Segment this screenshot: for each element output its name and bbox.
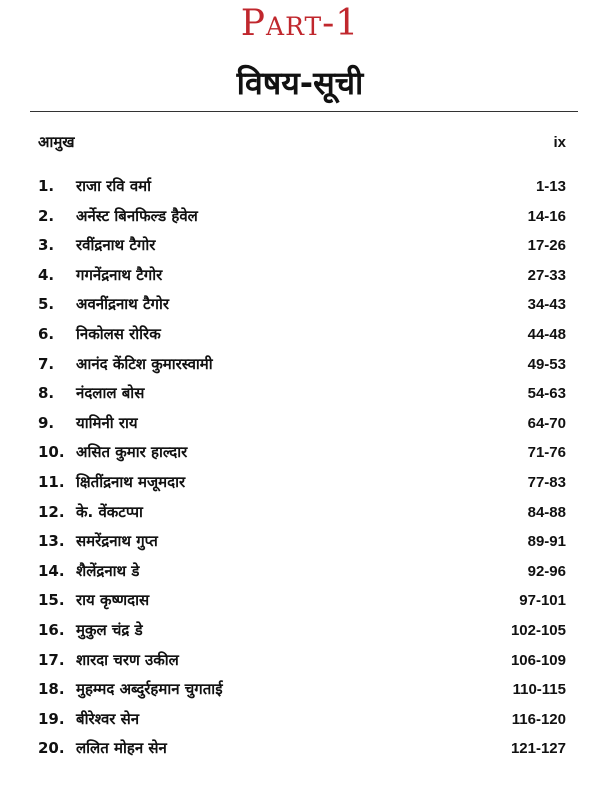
toc-entry-row (38, 324, 566, 354)
toc-entry-pages: 92-96 (527, 562, 566, 580)
toc-entry-pages: 89-91 (527, 533, 566, 551)
toc-entry-pages: 121-127 (510, 740, 566, 758)
toc-entry-pages: 54-63 (527, 385, 566, 403)
toc-entry-row (38, 679, 566, 709)
toc-entry-number: 9. (38, 413, 55, 432)
toc-entry-title: बीरेश्वर सेन (76, 709, 140, 728)
toc-preface-title: आमुख (38, 133, 75, 151)
toc-entry-row (38, 590, 566, 620)
toc-entry-pages: 64-70 (527, 414, 566, 432)
toc-entry-title: निकोलस रोरिक (76, 324, 161, 343)
toc-preface-pages: ix (553, 134, 566, 151)
toc-preface-row (38, 132, 566, 176)
toc-entry-number: 12. (38, 502, 65, 521)
toc-entry-row (38, 383, 566, 413)
toc-heading: विषय-सूची (236, 64, 364, 102)
toc-entry-title: अर्नेस्ट बिनफिल्ड हैवेल (76, 206, 198, 225)
toc-entry-title: ललित मोहन सेन (76, 739, 167, 758)
table-of-contents (38, 132, 566, 768)
toc-entry-row (38, 294, 566, 324)
toc-entry-pages: 97-101 (519, 592, 566, 610)
toc-entry-title: अवनींद्रनाथ टैगोर (76, 295, 170, 314)
toc-entry-row (38, 472, 566, 502)
toc-entry-row (38, 206, 566, 236)
toc-entry-pages: 71-76 (527, 444, 566, 462)
toc-entry-title: के. वेंकटप्पा (76, 502, 143, 521)
toc-entry-pages: 116-120 (511, 710, 566, 728)
toc-entry-pages: 44-48 (527, 325, 566, 343)
toc-entry-number: 8. (38, 384, 55, 403)
toc-entry-row (38, 442, 566, 472)
toc-entry-title: राजा रवि वर्मा (76, 177, 152, 195)
toc-entry-pages: 110-115 (512, 681, 566, 699)
toc-entry-number: 3. (38, 236, 55, 255)
toc-entry-number: 17. (38, 650, 65, 669)
toc-entry-pages: 84-88 (527, 503, 566, 521)
toc-entries (38, 176, 566, 768)
toc-entry-row (38, 531, 566, 561)
toc-entry-pages: 49-53 (527, 355, 566, 373)
toc-entry-number: 1. (38, 177, 55, 195)
toc-entry-number: 15. (38, 591, 65, 610)
toc-entry-row (38, 709, 566, 739)
toc-entry-title: रवींद्रनाथ टैगोर (76, 236, 156, 255)
toc-entry-number: 5. (38, 295, 55, 314)
toc-entry-pages: 1-13 (535, 178, 566, 195)
toc-entry-title: शारदा चरण उकील (76, 650, 179, 669)
toc-entry-number: 4. (38, 265, 55, 284)
toc-entry-number: 6. (38, 324, 55, 343)
toc-entry-title: शैलेंद्रनाथ डे (76, 561, 140, 580)
toc-entry-row (38, 235, 566, 265)
toc-entry-number: 18. (38, 680, 65, 699)
toc-entry-pages: 34-43 (527, 296, 566, 314)
toc-entry-title: मुकुल चंद्र डे (76, 620, 143, 639)
toc-entry-number: 13. (38, 532, 65, 551)
toc-entry-number: 2. (38, 206, 55, 225)
toc-entry-pages: 17-26 (527, 237, 566, 255)
toc-entry-pages: 77-83 (527, 473, 566, 491)
toc-entry-title: मुहम्मद अब्दुर्रहमान चुगताई (76, 680, 223, 699)
toc-entry-title: राय कृष्णदास (76, 591, 150, 610)
toc-entry-number: 10. (38, 443, 65, 462)
toc-entry-title: नंदलाल बोस (76, 384, 145, 403)
toc-entry-row (38, 265, 566, 295)
toc-entry-row (38, 176, 566, 206)
toc-entry-pages: 106-109 (510, 651, 566, 669)
toc-entry-row (38, 413, 566, 443)
toc-entry-number: 7. (38, 354, 55, 373)
toc-entry-pages: 27-33 (527, 266, 566, 284)
toc-entry-row (38, 502, 566, 532)
toc-entry-pages: 102-105 (510, 621, 566, 639)
part-title: Part-1 (240, 3, 360, 44)
toc-entry-title: आनंद केंटिश कुमारस्वामी (76, 354, 213, 373)
toc-entry-number: 14. (38, 561, 65, 580)
toc-entry-row (38, 738, 566, 768)
toc-entry-number: 16. (38, 620, 65, 639)
heading-divider (30, 111, 578, 112)
toc-entry-row (38, 354, 566, 384)
toc-entry-number: 19. (38, 709, 65, 728)
toc-entry-row (38, 620, 566, 650)
toc-entry-number: 11. (38, 472, 65, 491)
toc-entry-title: समरेंद्रनाथ गुप्त (76, 532, 158, 551)
toc-entry-title: क्षितींद्रनाथ मजूमदार (76, 472, 186, 491)
toc-entry-title: असित कुमार हाल्दार (76, 443, 188, 462)
toc-entry-number: 20. (38, 739, 65, 758)
toc-entry-pages: 14-16 (527, 207, 566, 225)
toc-entry-row (38, 650, 566, 680)
toc-entry-title: यामिनी राय (76, 413, 138, 432)
toc-entry-title: गगनेंद्रनाथ टैगोर (76, 265, 163, 284)
toc-entry-row (38, 561, 566, 591)
